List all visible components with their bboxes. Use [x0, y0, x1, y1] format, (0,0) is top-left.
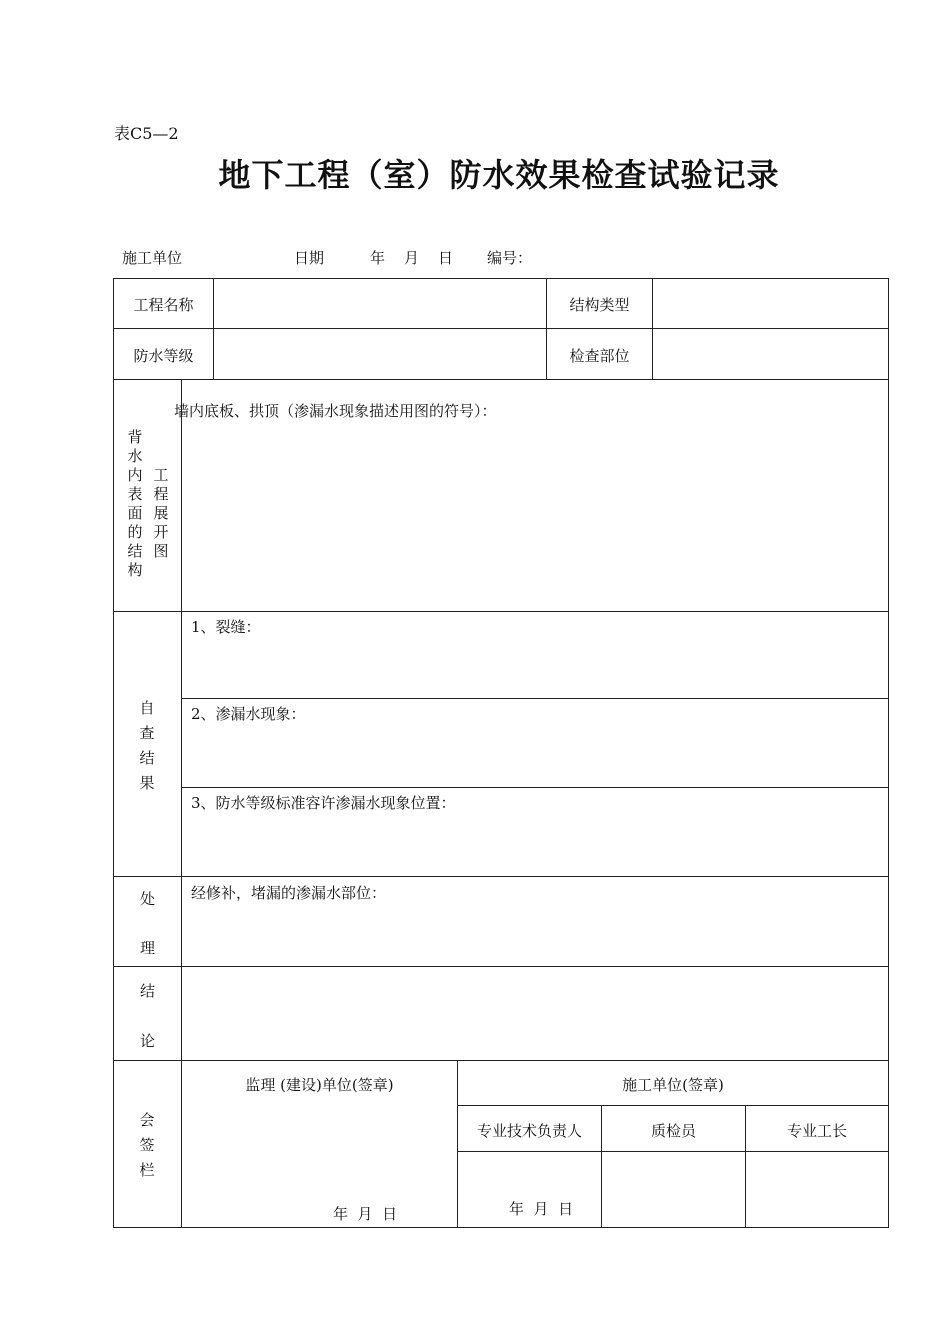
inspector-label: 质检员 — [650, 1122, 696, 1140]
conclusion-label-1: 结 — [139, 982, 155, 1000]
table-border-left — [113, 278, 114, 1228]
table-divider — [181, 698, 889, 699]
month-label: 月 — [404, 249, 420, 267]
table-divider — [181, 379, 182, 1227]
treatment-label-1: 处 — [139, 890, 155, 908]
number-label: 编号： — [487, 249, 533, 267]
drawing-side-label-2: 工程展开图 — [153, 466, 169, 560]
table-divider — [113, 328, 889, 329]
table-divider — [457, 1105, 889, 1106]
table-divider — [113, 379, 889, 380]
table-divider — [181, 787, 889, 788]
check-location-label: 检查部位 — [569, 347, 630, 365]
drawing-note: 墙内底板、拱顶（渗漏水现象描述用图的符号）： — [174, 402, 497, 420]
table-divider — [113, 611, 889, 612]
page-title: 地下工程（室）防水效果检查试验记录 — [218, 156, 780, 194]
treatment-label-2: 理 — [139, 939, 155, 957]
project-name-label: 工程名称 — [133, 296, 194, 314]
treatment-text: 经修补，堵漏的渗漏水部位： — [191, 884, 387, 902]
form-code: 表C5—2 — [114, 124, 179, 143]
self-check-label: 自查结果 — [139, 699, 155, 792]
conclusion-label-2: 论 — [139, 1032, 155, 1050]
year-label: 年 — [370, 249, 386, 267]
tech-lead-label: 专业技术负责人 — [476, 1122, 582, 1140]
table-border-bottom — [113, 1227, 889, 1228]
table-border-right — [888, 278, 889, 1228]
waterproof-grade-label: 防水等级 — [133, 347, 194, 365]
contractor-date: 年 月 日 — [509, 1200, 574, 1218]
signoff-label: 会签栏 — [139, 1111, 155, 1179]
foreman-label: 专业工长 — [786, 1122, 847, 1140]
structure-type-label: 结构类型 — [569, 296, 630, 314]
day-label: 日 — [438, 249, 454, 267]
table-divider — [457, 1151, 889, 1152]
drawing-side-label: 背水内表面的结构 — [127, 428, 143, 579]
table-divider — [113, 876, 889, 877]
date-label: 日期 — [294, 249, 325, 267]
supervisor-date: 年 月 日 — [333, 1205, 398, 1223]
construction-unit-label: 施工单位 — [122, 249, 183, 267]
contractor-unit-label: 施工单位(签章) — [622, 1076, 724, 1094]
table-divider — [113, 1060, 889, 1061]
table-divider — [113, 966, 889, 967]
table-divider — [652, 278, 653, 379]
self-check-item-1: 1、裂缝： — [191, 618, 261, 636]
supervisor-unit-label: 监理 (建设)单位(签章) — [245, 1076, 394, 1094]
table-border-top — [113, 278, 889, 279]
self-check-item-3: 3、防水等级标准容许渗漏水现象位置： — [191, 794, 456, 812]
table-divider — [213, 278, 214, 379]
self-check-item-2: 2、渗漏水现象： — [191, 705, 306, 723]
